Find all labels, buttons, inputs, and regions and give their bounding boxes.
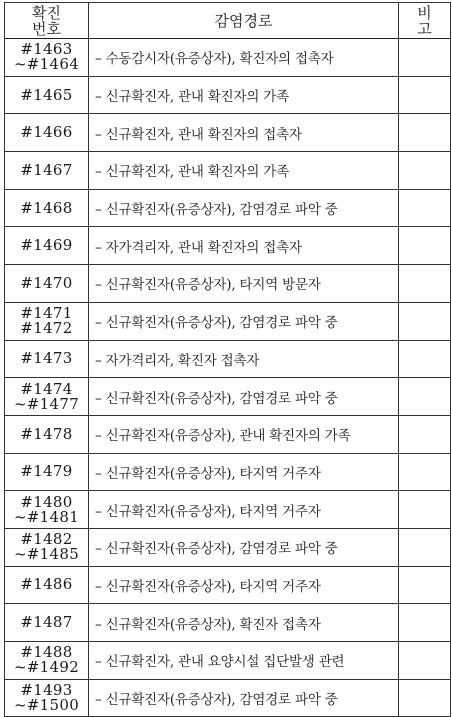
infection-route-cell: – 신규확진자, 관내 확진자의 가족 [89, 152, 399, 190]
case-number-cell [5, 566, 89, 604]
table-row [5, 528, 451, 566]
case-number-cell [5, 265, 89, 303]
header-case-number-line2: 번호 [32, 19, 61, 38]
case-number: ~#1477 [13, 394, 80, 413]
table-row [5, 302, 451, 340]
remarks-cell [399, 378, 451, 416]
infection-route-cell: – 신규확진자, 관내 확진자의 가족 [89, 76, 399, 114]
case-number-cell [5, 453, 89, 491]
table-row [5, 378, 451, 416]
case-number-cell [5, 114, 89, 152]
infection-route-cell: – 신규확진자(유증상자), 감염경로 파악 중 [89, 528, 399, 566]
case-number-cell [5, 528, 89, 566]
infection-route-cell: – 신규확진자, 관내 요양시설 집단발생 관련 [89, 642, 399, 680]
remarks-cell [399, 566, 451, 604]
infection-route-cell: – 신규확진자(유증상자), 관내 확진자의 가족 [89, 415, 399, 453]
case-number: #1488 [20, 643, 73, 662]
case-number: #1480 [20, 492, 73, 511]
case-number-cell [5, 340, 89, 378]
case-number: ~#1481 [13, 507, 80, 526]
infection-route-cell: – 신규확진자(유증상자), 확진자 접촉자 [89, 604, 399, 642]
case-number: #1479 [20, 462, 73, 481]
table-row [5, 265, 451, 303]
case-number: #1493 [20, 681, 73, 700]
remarks-cell [399, 302, 451, 340]
case-number: #1472 [20, 319, 73, 338]
remarks-cell [399, 76, 451, 114]
remarks-cell [399, 189, 451, 227]
case-number: #1473 [20, 349, 73, 368]
case-number: #1474 [20, 379, 73, 398]
case-number-cell [5, 415, 89, 453]
infection-route-cell: – 자가격리자, 관내 확진자의 접촉자 [89, 227, 399, 265]
case-number-cell [5, 642, 89, 680]
header-infection-route: 감염경로 [89, 3, 399, 39]
table-row [5, 415, 451, 453]
infection-route-cell: – 신규확진자(유증상자), 감염경로 파악 중 [89, 378, 399, 416]
infection-route-cell: – 신규확진자(유증상자), 타지역 거주자 [89, 453, 399, 491]
table-row [5, 76, 451, 114]
header-remarks: 비 고 [399, 3, 451, 39]
case-number-cell [5, 679, 89, 717]
case-number: #1469 [20, 236, 73, 255]
remarks-cell [399, 642, 451, 680]
infection-route-cell: – 신규확진자(유증상자), 감염경로 파악 중 [89, 679, 399, 717]
case-number: #1487 [20, 613, 73, 632]
remarks-cell [399, 491, 451, 529]
remarks-cell [399, 114, 451, 152]
case-number-cell [5, 152, 89, 190]
remarks-cell [399, 152, 451, 190]
case-number: #1466 [20, 123, 73, 142]
header-row [5, 3, 451, 39]
case-number-cell [5, 302, 89, 340]
case-number: #1470 [20, 273, 73, 292]
case-number-cell [5, 604, 89, 642]
remarks-cell [399, 340, 451, 378]
table-row [5, 189, 451, 227]
table-row [5, 114, 451, 152]
case-number: #1467 [20, 160, 73, 179]
table-row [5, 227, 451, 265]
table-row [5, 152, 451, 190]
header-case-number-line1: 확진 [32, 3, 61, 22]
case-route-table [4, 2, 451, 717]
case-number: #1482 [20, 530, 73, 549]
case-number: #1471 [20, 304, 73, 323]
case-number: ~#1464 [13, 55, 80, 74]
table-row [5, 604, 451, 642]
table-row [5, 39, 451, 77]
case-number-cell [5, 76, 89, 114]
header-case-number [5, 3, 89, 39]
remarks-cell [399, 265, 451, 303]
remarks-cell [399, 415, 451, 453]
table-row [5, 642, 451, 680]
infection-route-cell: – 신규확진자, 관내 확진자의 접촉자 [89, 114, 399, 152]
table-body [5, 39, 451, 717]
case-number-cell [5, 189, 89, 227]
case-number: #1486 [20, 575, 73, 594]
case-number: #1468 [20, 198, 73, 217]
infection-route-cell: – 신규확진자(유증상자), 타지역 거주자 [89, 566, 399, 604]
infection-route-cell: – 신규확진자(유증상자), 감염경로 파악 중 [89, 302, 399, 340]
table-row [5, 679, 451, 717]
table-row [5, 566, 451, 604]
table-row [5, 453, 451, 491]
infection-route-cell: – 자가격리자, 확진자 접촉자 [89, 340, 399, 378]
case-number: #1465 [20, 85, 73, 104]
case-number-cell [5, 39, 89, 77]
remarks-cell [399, 39, 451, 77]
remarks-cell [399, 227, 451, 265]
case-number: #1463 [20, 40, 73, 59]
table-row [5, 340, 451, 378]
case-number-cell [5, 227, 89, 265]
remarks-cell [399, 604, 451, 642]
remarks-cell [399, 528, 451, 566]
case-number: ~#1485 [13, 545, 80, 564]
case-number: #1478 [20, 424, 73, 443]
case-number-cell [5, 491, 89, 529]
remarks-cell [399, 453, 451, 491]
infection-route-cell: – 신규확진자(유증상자), 타지역 거주자 [89, 491, 399, 529]
case-number-cell [5, 378, 89, 416]
remarks-cell [399, 679, 451, 717]
infection-route-cell: – 신규확진자(유증상자), 감염경로 파악 중 [89, 189, 399, 227]
case-number: ~#1500 [13, 696, 80, 715]
infection-route-cell: – 수동감시자(유증상자), 확진자의 접촉자 [89, 39, 399, 77]
table-row [5, 491, 451, 529]
case-number: ~#1492 [13, 658, 80, 677]
table-header [5, 3, 451, 39]
infection-route-cell: – 신규확진자(유증상자), 타지역 방문자 [89, 265, 399, 303]
